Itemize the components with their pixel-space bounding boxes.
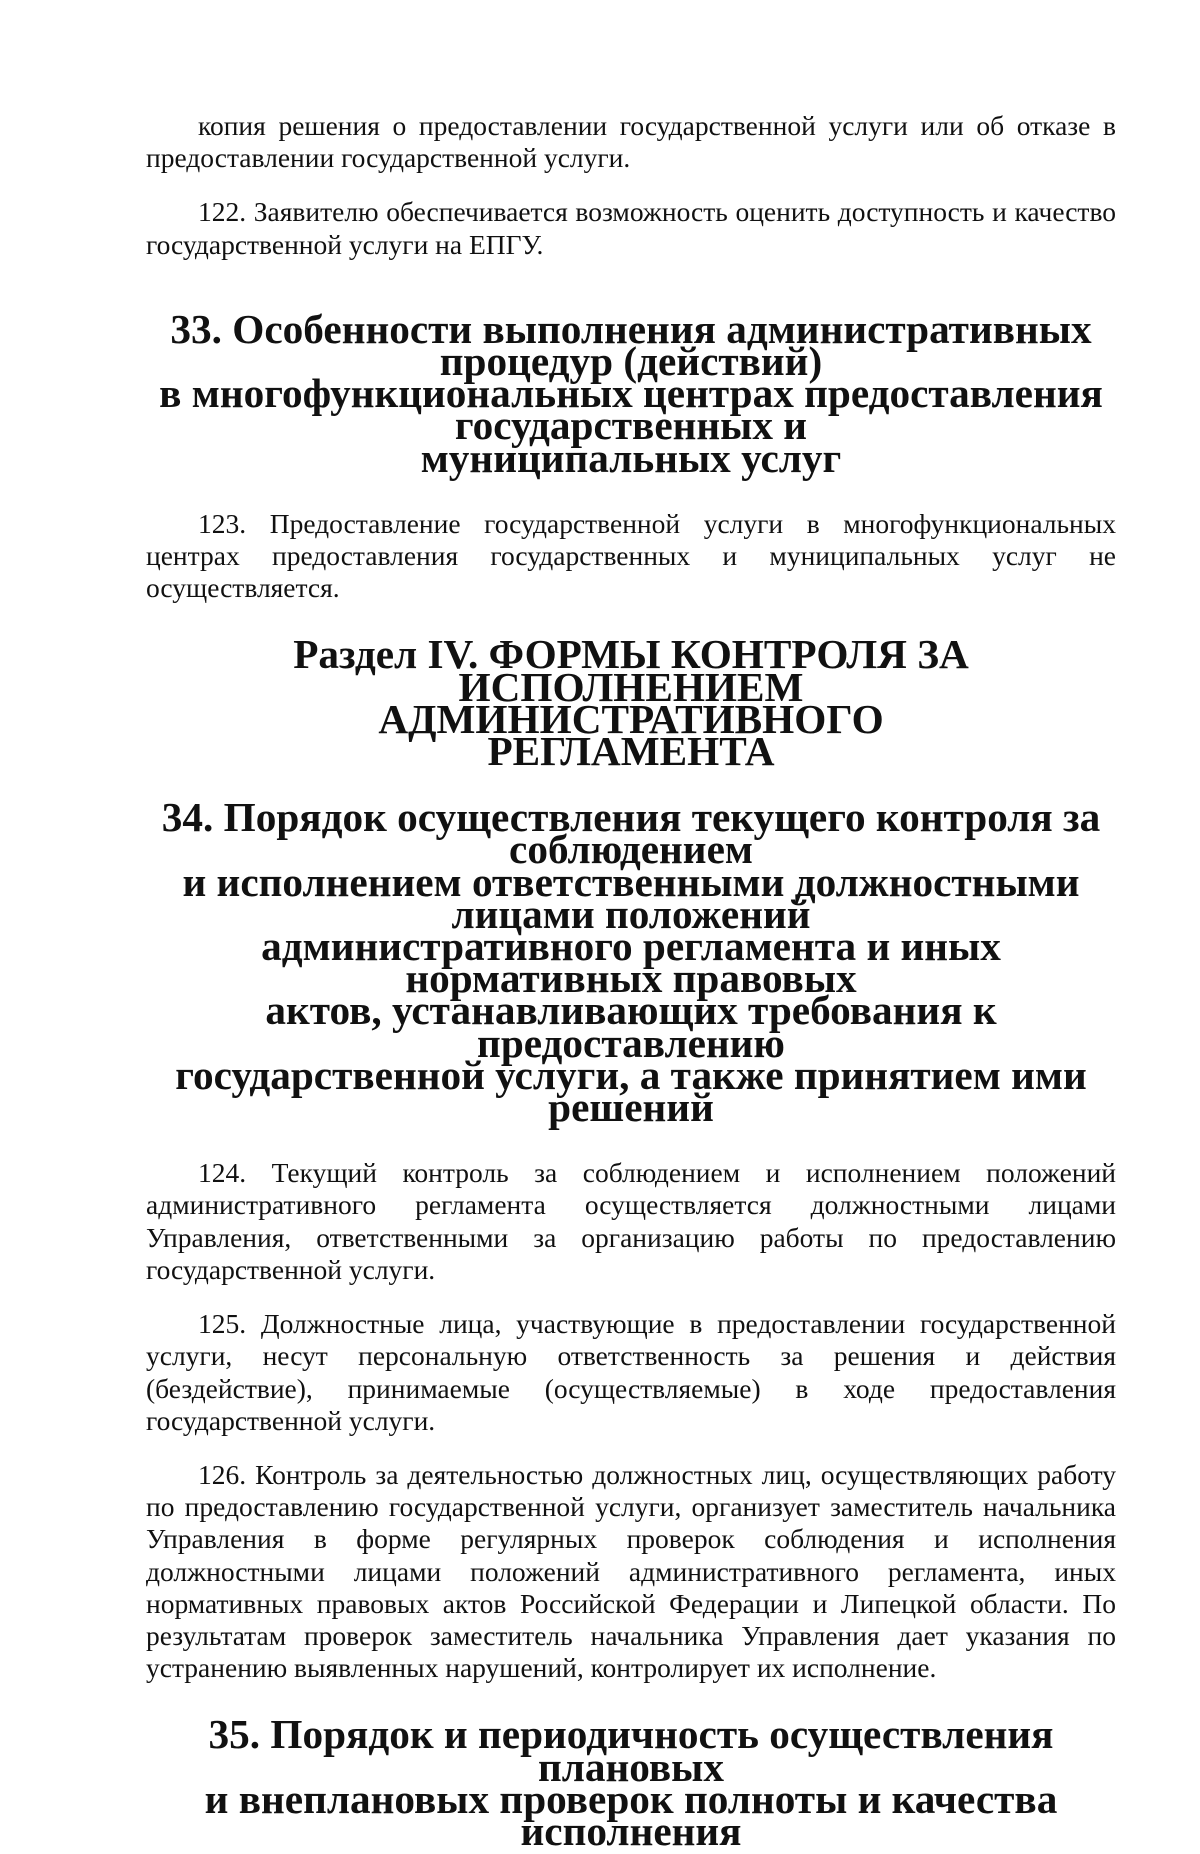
heading-line: государственной услуги, а также принятием ими решений bbox=[175, 1051, 1087, 1131]
heading-line: актов, устанавливающих требования к предоставлению bbox=[265, 987, 997, 1066]
heading-line: и исполнением ответственными должностными лицами положений bbox=[182, 858, 1080, 937]
heading-line: 35. Порядок и периодичность осуществления плановых bbox=[208, 1711, 1054, 1790]
heading-section-33 bbox=[146, 305, 1116, 481]
document-page bbox=[146, 110, 1116, 1854]
heading-line: административного регламента и иных нормативных правовых bbox=[261, 923, 1001, 1002]
paragraph-123: 123. Предоставление государственной услуги в многофункциональных центрах предоставления государственных и муниципальных услуг не осуществляется. bbox=[146, 507, 1116, 604]
heading-line: АДМИНИСТРАТИВНОГО bbox=[378, 695, 884, 742]
paragraph-decision-copy: копия решения о предоставлении государственной услуги или об отказе в предоставлении государственной услуги. bbox=[146, 110, 1116, 174]
heading-part-iv bbox=[146, 631, 1116, 775]
paragraph-125: 125. Должностные лица, участвующие в предоставлении государственной услуги, несут персональную ответственность за решения и действия (бездействие), принимаемые (осуществляемые) в ходе предоставления государственной услуги. bbox=[146, 1308, 1116, 1436]
heading-section-35 bbox=[146, 1711, 1116, 1854]
heading-line: муниципальных услуг bbox=[420, 434, 842, 481]
heading-section-34 bbox=[146, 794, 1116, 1131]
heading-line: Раздел IV. ФОРМЫ КОНТРОЛЯ ЗА ИСПОЛНЕНИЕМ bbox=[293, 631, 969, 710]
paragraph-124: 124. Текущий контроль за соблюдением и исполнением положений административного регламента осуществляется должностными лицами Управления, ответственными за организацию работы по предоставлению государственной услуги. bbox=[146, 1157, 1116, 1285]
heading-line: 34. Порядок осуществления текущего контроля за соблюдением bbox=[161, 794, 1101, 873]
heading-line: 33. Особенности выполнения административных процедур (действий) bbox=[170, 305, 1092, 385]
heading-line: в многофункциональных центрах предоставления государственных и bbox=[159, 370, 1103, 449]
paragraph-126: 126. Контроль за деятельностью должностных лиц, осуществляющих работу по предоставлению государственной услуги, организует заместитель начальника Управления в форме регулярных проверок соблюдения и исполнения должностными лицами положений административного регламента, иных нормативных правовых актов Российской Федерации и Липецкой области. По результатам проверок заместитель начальника Управления дает указания по устранению выявленных нарушений, контролирует их исполнение. bbox=[146, 1458, 1116, 1684]
paragraph-122: 122. Заявителю обеспечивается возможность оценить доступность и качество государственной услуги на ЕПГУ. bbox=[146, 196, 1116, 260]
heading-line: РЕГЛАМЕНТА bbox=[487, 728, 775, 775]
heading-line: и внеплановых проверок полноты и качества исполнения bbox=[204, 1775, 1058, 1854]
